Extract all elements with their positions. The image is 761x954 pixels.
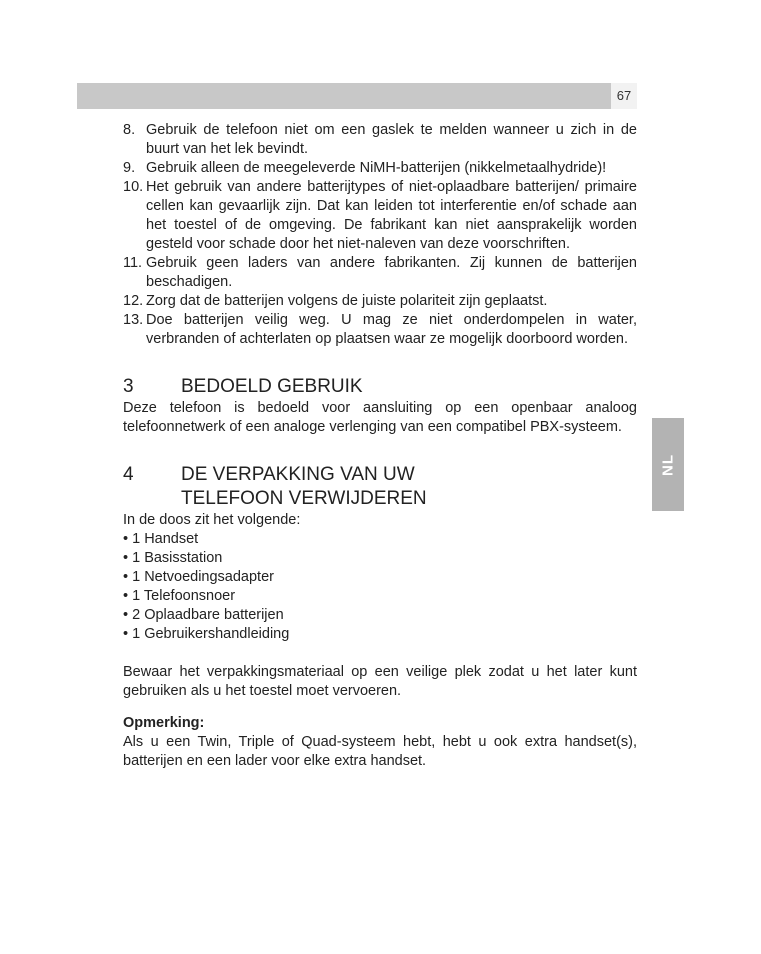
list-item-number: 11. [123,255,143,271]
page-number: 67 [611,83,637,109]
list-item-number: 12. [123,293,144,309]
section-title-line: DE VERPAKKING VAN UW [181,464,415,485]
list-item [123,254,637,292]
list-item-number: 8. [123,122,136,138]
list-item-number: 13. [123,312,144,328]
list-item: • 1 Basisstation [123,550,223,566]
note-text: Als u een Twin, Triple of Quad-systeem hebt, hebt u ook extra handset(s), batterijen en een lader voor elke extra handset. [123,734,637,769]
section-heading [123,463,637,511]
list-item-number: 9. [123,160,136,176]
list-item: • 2 Oplaadbare batterijen [123,607,284,623]
list-item [123,292,637,311]
list-item: • 1 Handset [123,531,199,547]
section-title [181,463,637,511]
contents-intro: In de doos zit het volgende: [123,512,301,528]
list-item-text: Zorg dat de batterijen volgens de juiste polariteit zijn geplaatst. [146,293,548,309]
section-number: 4 [123,464,134,485]
list-item: • 1 Netvoedingsadapter [123,569,274,585]
list-item [123,311,637,349]
list-item-text: Gebruik alleen de meegeleverde NiMH-batterijen (nikkelmetaalhydride)! [146,160,607,176]
note-label: Opmerking: [123,715,205,731]
list-item [123,159,637,178]
section-body: Deze telefoon is bedoeld voor aansluiting op een openbaar analoog telefoonnetwerk of een analoge verlenging van een compatibel PBX-systeem. [123,400,637,435]
list-item: • 1 Telefoonsnoer [123,588,236,604]
list-item-text: Gebruik geen laders van andere fabrikanten. Zij kunnen de batterijen beschadigen. [146,255,637,290]
list-item: • 1 Gebruikershandleiding [123,626,290,642]
list-item [123,121,637,159]
contents-list [123,530,637,644]
list-item-text: Het gebruik van andere batterijtypes of niet-oplaadbare batterijen/ primaire cellen kan gevaarlijk zijn. Dat kan leiden tot interferentie en/of schade aan het toestel of de omgeving. De fabrikant kan niet aansprakelijk worden gesteld voor schade door het niet-naleven van deze voorschriften. [146,179,637,252]
safety-list [123,121,637,349]
list-item-text: Gebruik de telefoon niet om een gaslek te melden wanneer u zich in de buurt van het lek bevindt. [146,122,637,157]
language-tab-label: NL [659,453,677,476]
list-item [123,178,637,254]
storage-paragraph: Bewaar het verpakkingsmateriaal op een veilige plek zodat u het later kunt gebruiken als u het toestel moet vervoeren. [123,664,637,699]
header-bar [77,83,637,109]
list-item-text: Doe batterijen veilig weg. U mag ze niet onderdompelen in water, verbranden of achterlaten op plaatsen waar ze mogelijk doorboord worden. [146,312,637,347]
section-title-line: TELEFOON VERWIJDEREN [181,488,427,509]
page-content [123,121,637,771]
list-item-number: 10. [123,179,144,195]
section-number: 3 [123,376,134,397]
section-heading [123,375,637,399]
language-tab [652,418,684,511]
section-title: BEDOELD GEBRUIK [181,376,363,397]
